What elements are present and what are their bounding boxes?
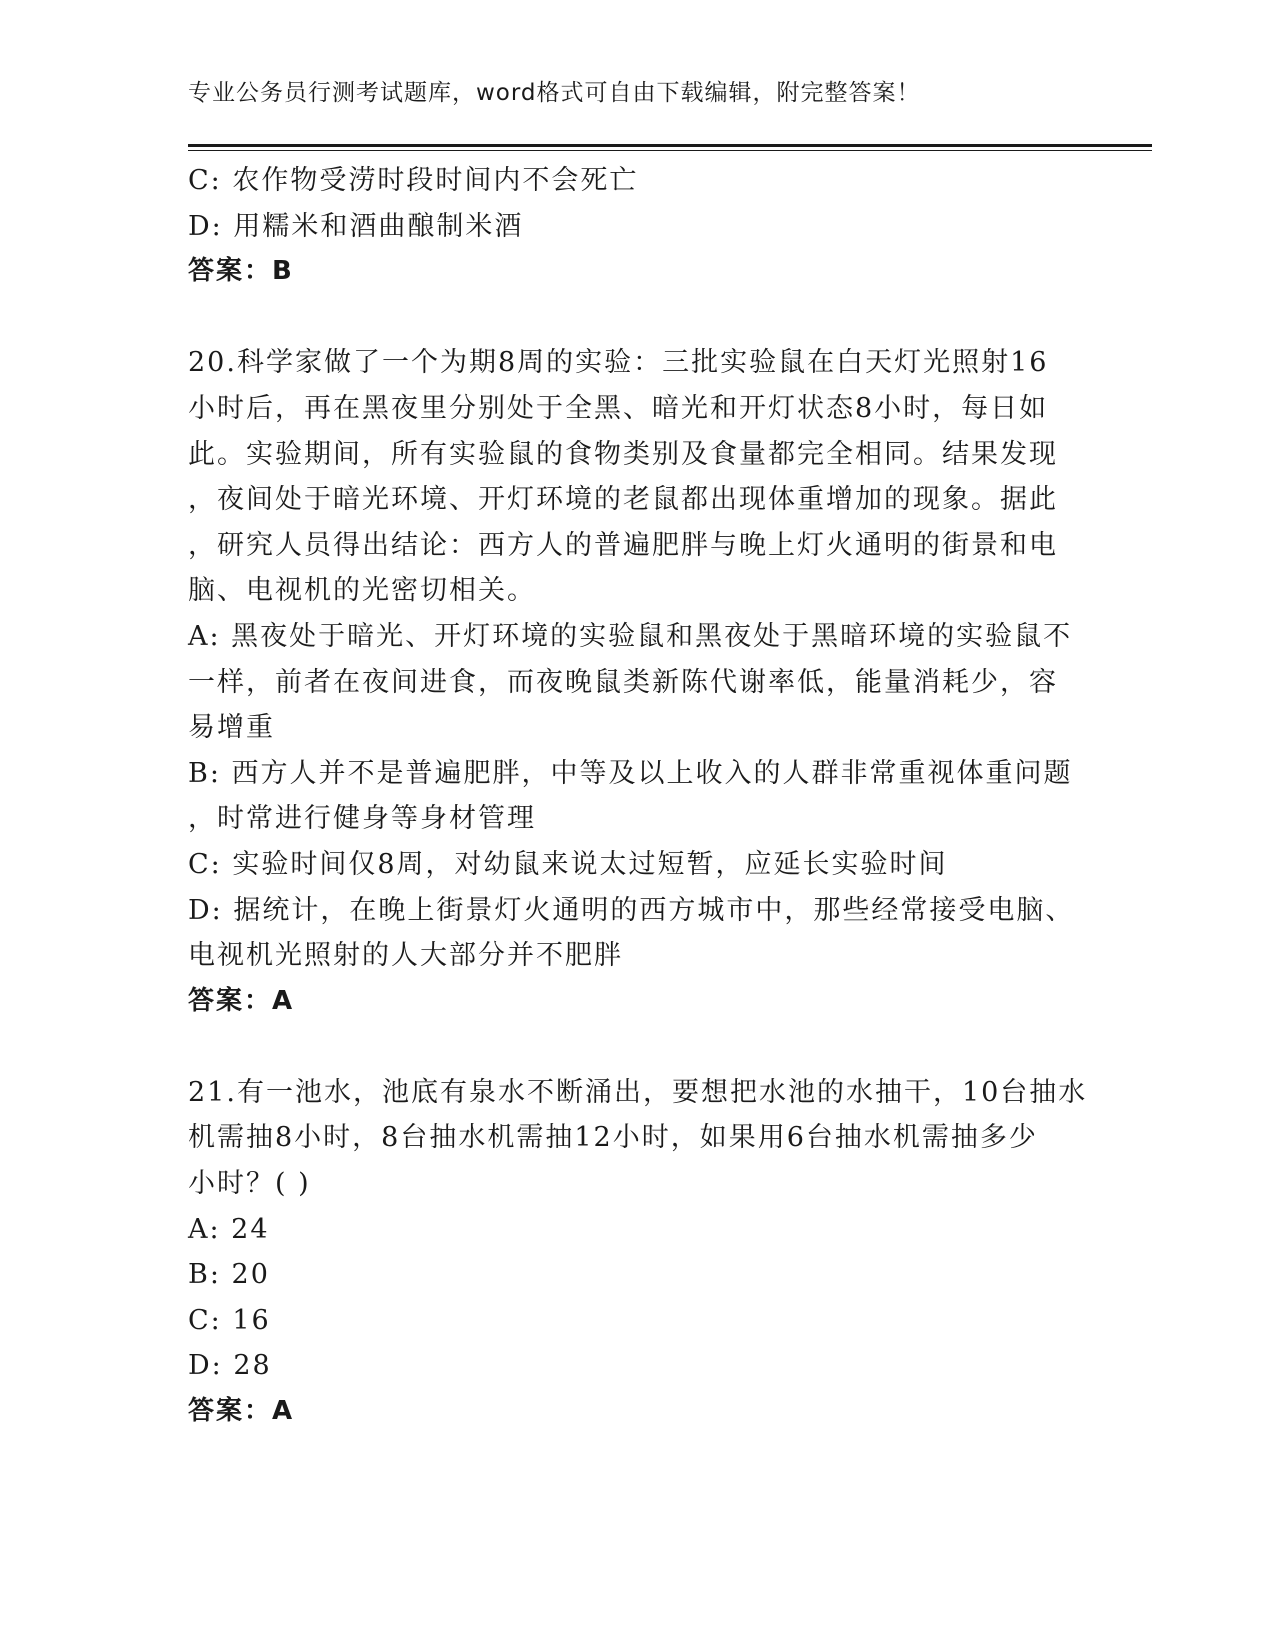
stem-line: ，夜间处于暗光环境、开灯环境的老鼠都出现体重增加的现象。据此: [188, 484, 1058, 516]
option-c: C: 实验时间仅8周，对幼鼠来说太过短暂，应延长实验时间: [188, 848, 948, 880]
answer-line: 答案：A: [188, 1396, 295, 1427]
option-b: [188, 751, 1088, 842]
previous-question-tail: [188, 158, 1088, 295]
question-stem: [188, 340, 1088, 614]
stem-line: 机需抽8小时，8台抽水机需抽12小时，如果用6台抽水机需抽多少: [188, 1122, 1038, 1154]
option-d: D: 28: [188, 1350, 272, 1382]
answer-line: 答案：A: [188, 985, 295, 1016]
stem-line: 小时？( ): [188, 1168, 311, 1200]
stem-line: 脑、电视机的光密切相关。: [188, 575, 536, 607]
option-line: 易增重: [188, 712, 275, 744]
question-stem: [188, 1070, 1088, 1207]
option-line: B: 西方人并不是普遍肥胖，中等及以上收入的人群非常重视体重问题: [188, 757, 1073, 789]
option-d: [188, 888, 1088, 979]
stem-line: 此。实验期间，所有实验鼠的食物类别及食量都完全相同。结果发现: [188, 438, 1058, 470]
spacer: [188, 295, 1088, 341]
document-body: [188, 158, 1088, 1435]
stem-line: ，研究人员得出结论：西方人的普遍肥胖与晚上灯火通明的街景和电: [188, 529, 1058, 561]
option-a: A: 24: [188, 1213, 270, 1245]
option-d: D: 用糯米和酒曲酿制米酒: [188, 210, 524, 242]
option-b: B: 20: [188, 1259, 270, 1291]
spacer: [188, 1024, 1088, 1070]
header-rule-thick: [188, 144, 1152, 147]
stem-line: 小时后，再在黑夜里分别处于全黑、暗光和开灯状态8小时，每日如: [188, 392, 1049, 424]
option-line: ，时常进行健身等身材管理: [188, 803, 536, 835]
option-line: 一样，前者在夜间进食，而夜晚鼠类新陈代谢率低，能量消耗少，容: [188, 666, 1058, 698]
header-rule-thin: [188, 150, 1152, 151]
option-line: A: 黑夜处于暗光、开灯环境的实验鼠和黑夜处于黑暗环境的实验鼠不: [188, 620, 1073, 652]
page-header: 专业公务员行测考试题库，word格式可自由下载编辑，附完整答案！: [188, 80, 921, 106]
question-20: [188, 340, 1088, 1024]
option-a: [188, 614, 1088, 751]
question-21: [188, 1070, 1088, 1435]
option-line: D: 据统计，在晚上街景灯火通明的西方城市中，那些经常接受电脑、: [188, 894, 1075, 926]
stem-line: 20.科学家做了一个为期8周的实验：三批实验鼠在白天灯光照射16: [188, 347, 1049, 379]
option-c: C: 农作物受涝时段时间内不会死亡: [188, 165, 639, 196]
option-c: C: 16: [188, 1304, 271, 1336]
answer-line: 答案：B: [188, 256, 294, 287]
option-line: 电视机光照射的人大部分并不肥胖: [188, 940, 623, 972]
stem-line: 21.有一池水，池底有泉水不断涌出，要想把水池的水抽干，10台抽水: [188, 1076, 1088, 1108]
